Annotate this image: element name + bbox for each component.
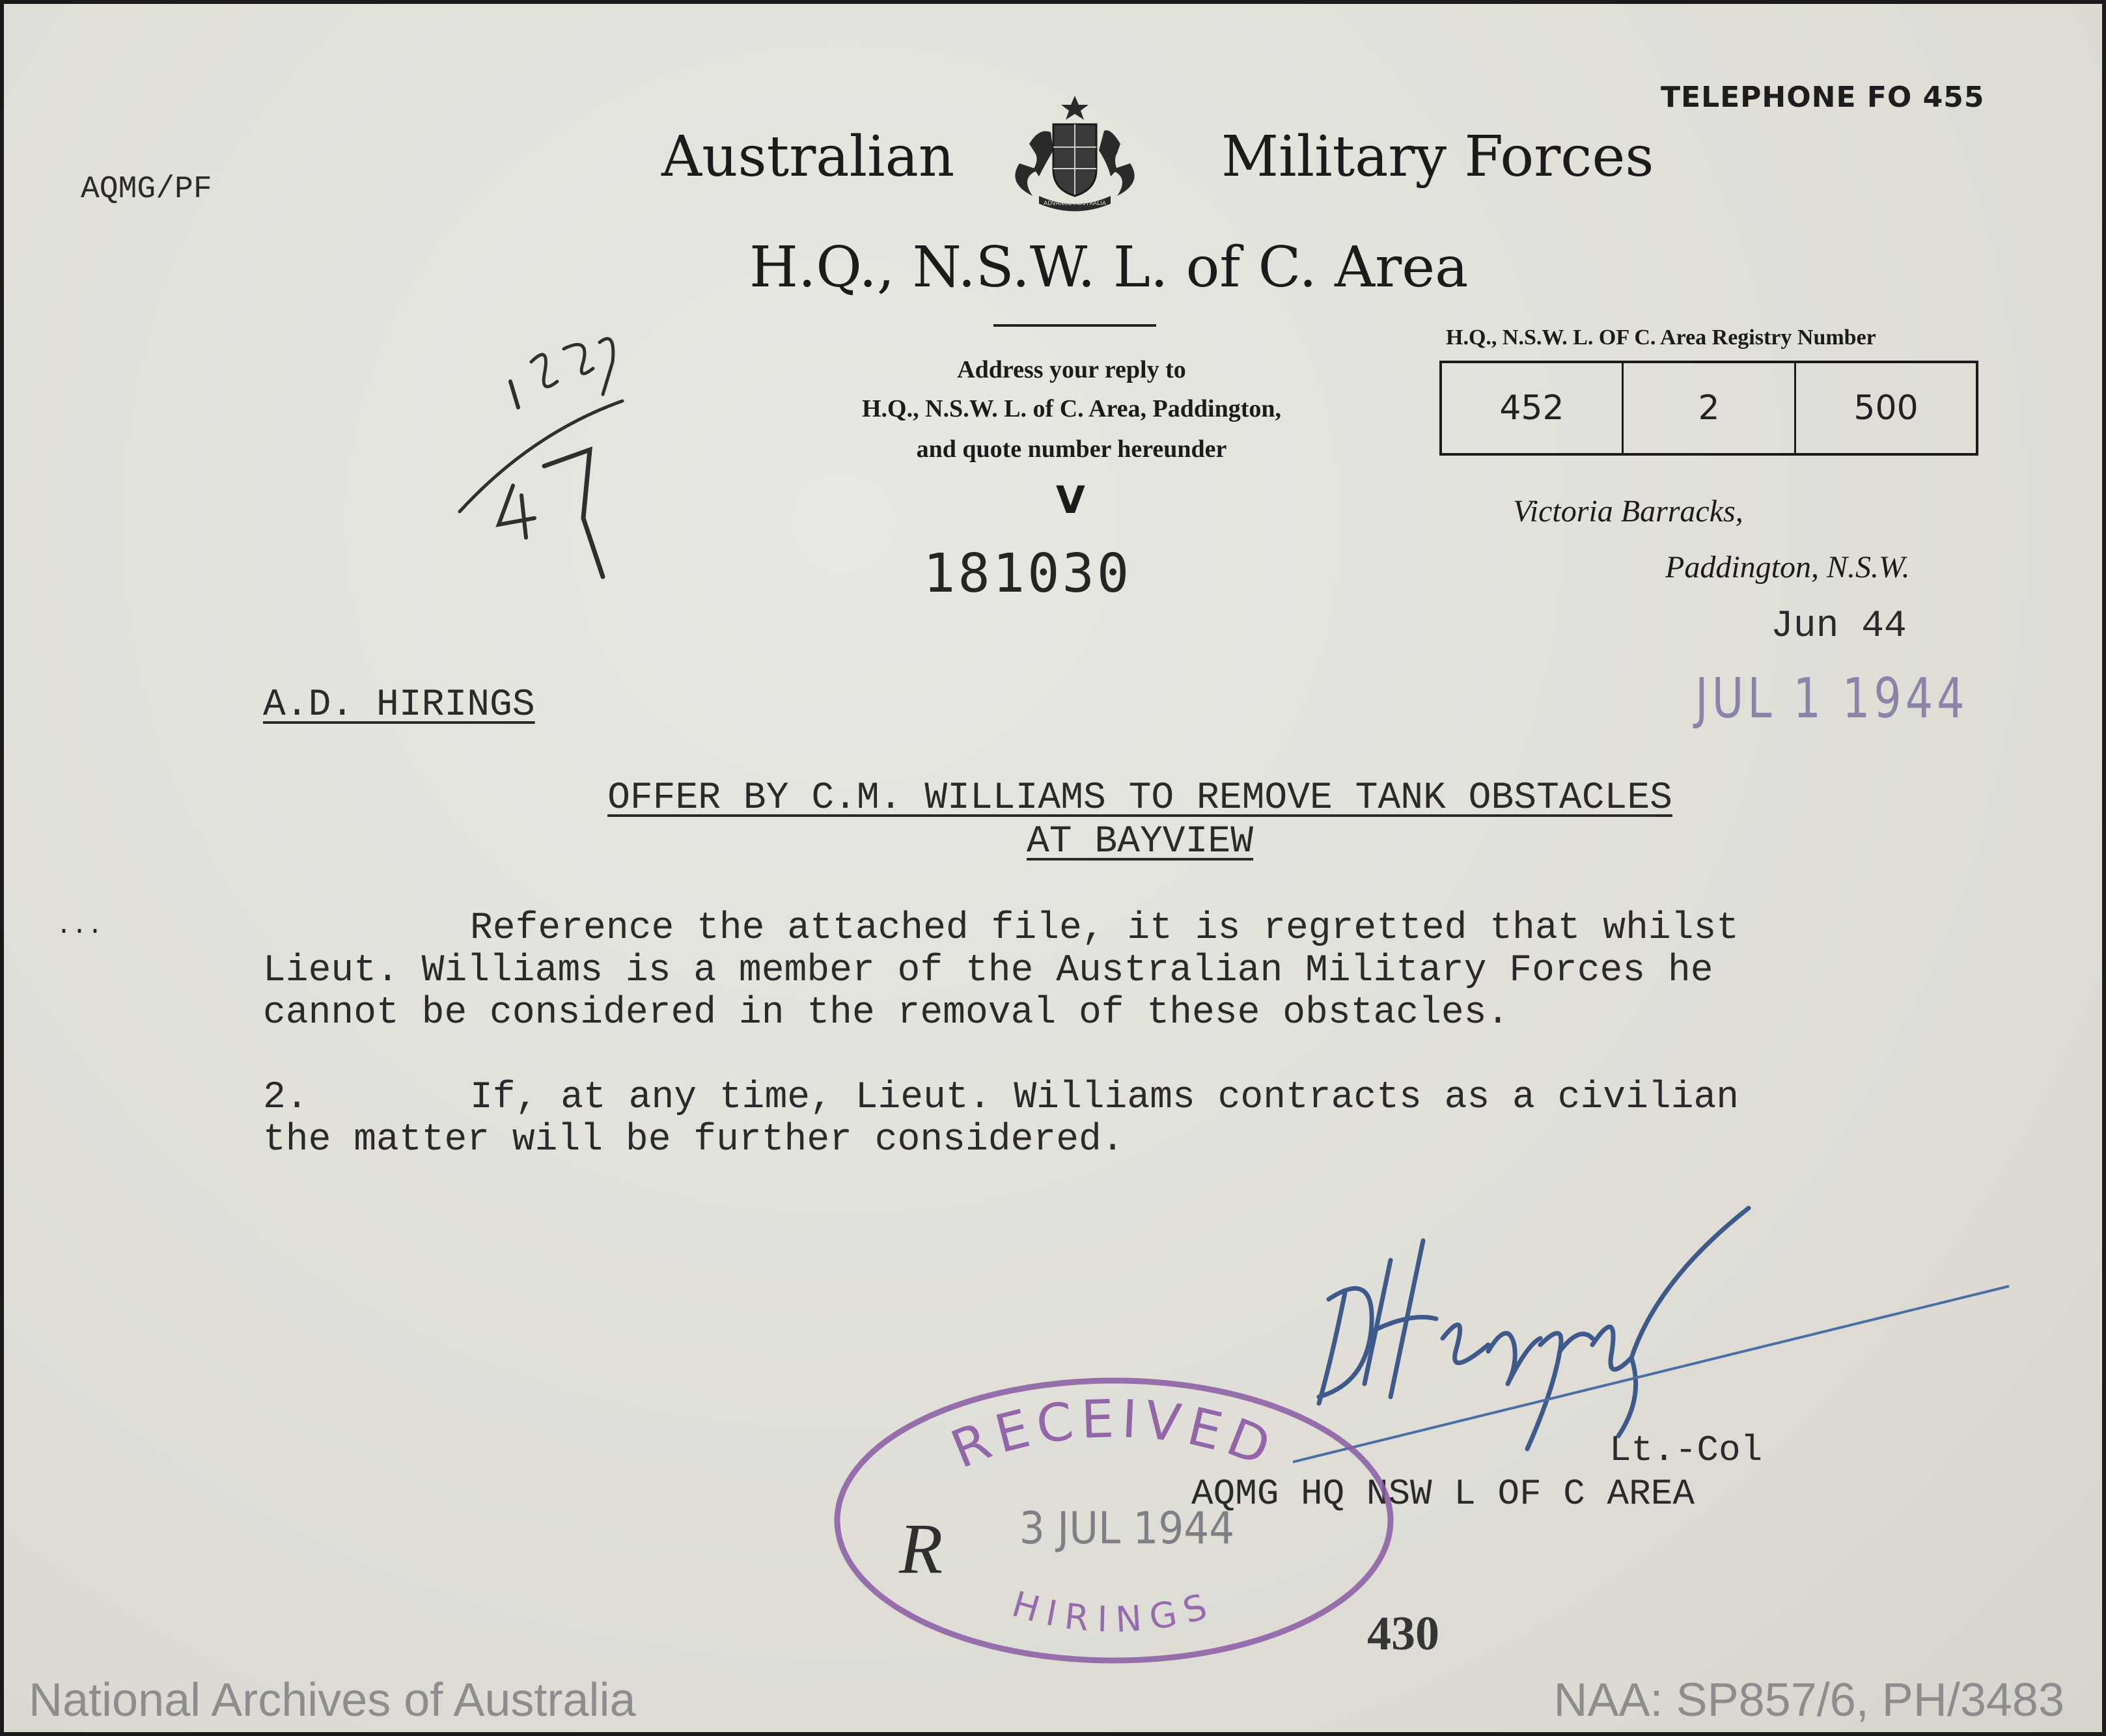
telephone-number: TELEPHONE FO 455 xyxy=(1661,81,1985,114)
handwritten-folio-number: 430 xyxy=(1367,1607,1439,1660)
addressee: A.D. HIRINGS xyxy=(263,684,535,726)
paragraph-2-line-2: the matter will be further considered. xyxy=(263,1119,1124,1161)
paragraph-2-number: 2. xyxy=(263,1077,309,1119)
margin-dots: ... xyxy=(56,912,104,941)
signatory-appointment: AQMG HQ NSW L OF C AREA xyxy=(1191,1473,1695,1515)
reply-instruction-line-2: H.Q., N.S.W. L. of C. Area, Paddington, xyxy=(862,395,1281,422)
document-page xyxy=(4,4,2102,1732)
paragraph-1-line-1: Reference the attached file, it is regretted that whilst xyxy=(470,907,1739,950)
svg-text:RECEIVED: RECEIVED xyxy=(943,1388,1285,1480)
letterhead-military-forces: Military Forces xyxy=(1221,124,1654,189)
archive-name: National Archives of Australia xyxy=(29,1674,636,1726)
paragraph-1-line-3: cannot be considered in the removal of these obstacles. xyxy=(263,992,1510,1034)
subject-line-2: AT BAYVIEW xyxy=(1026,821,1254,863)
handwritten-margin-note xyxy=(453,323,648,596)
registry-cell: 500 xyxy=(1853,389,1919,428)
svg-text:R: R xyxy=(899,1509,943,1588)
paragraph-2-line-1: If, at any time, Lieut. Williams contracts as a civilian xyxy=(470,1077,1739,1119)
subject-line-1: OFFER BY C.M. WILLIAMS TO REMOVE TANK OBSTACLES xyxy=(607,777,1672,820)
location-line-1: Victoria Barracks, xyxy=(1513,494,1743,529)
registry-label: H.Q., N.S.W. L. OF C. Area Registry Number xyxy=(1446,325,1876,350)
reference-number: 181030 xyxy=(923,543,1132,605)
svg-text:HIRINGS: HIRINGS xyxy=(1007,1583,1221,1640)
archive-reference: NAA: SP857/6, PH/3483 xyxy=(1553,1674,2064,1726)
title-divider xyxy=(993,324,1156,327)
letterhead-australian: Australian xyxy=(661,124,955,189)
svg-text:3 JUL 1944: 3 JUL 1944 xyxy=(1019,1503,1235,1554)
registry-cell: 452 xyxy=(1442,363,1624,453)
headquarters-title: H.Q., N.S.W. L. of C. Area xyxy=(749,235,1469,300)
registry-cell: 2 xyxy=(1624,363,1796,453)
paragraph-1-line-2: Lieut. Williams is a member of the Australian Military Forces he xyxy=(263,950,1713,992)
reply-instruction-line-3: and quote number hereunder xyxy=(916,435,1227,463)
location-line-2: Paddington, N.S.W. xyxy=(1665,550,1910,585)
received-stamp xyxy=(821,1358,1407,1683)
reference-arrow-icon: V xyxy=(1056,478,1085,522)
signatory-rank: Lt.-Col xyxy=(1609,1429,1763,1471)
sender-reference: AQMG/PF xyxy=(81,172,212,207)
date-stamp: JUL 1 1944 xyxy=(1695,667,1969,731)
typed-date: Jun 44 xyxy=(1771,605,1907,648)
coat-of-arms-crest xyxy=(993,92,1156,215)
svg-text:ADVANCE AUSTRALIA: ADVANCE AUSTRALIA xyxy=(1043,200,1107,207)
reply-instruction-line-1: Address your reply to xyxy=(957,356,1186,383)
registry-number-box xyxy=(1439,361,1978,456)
